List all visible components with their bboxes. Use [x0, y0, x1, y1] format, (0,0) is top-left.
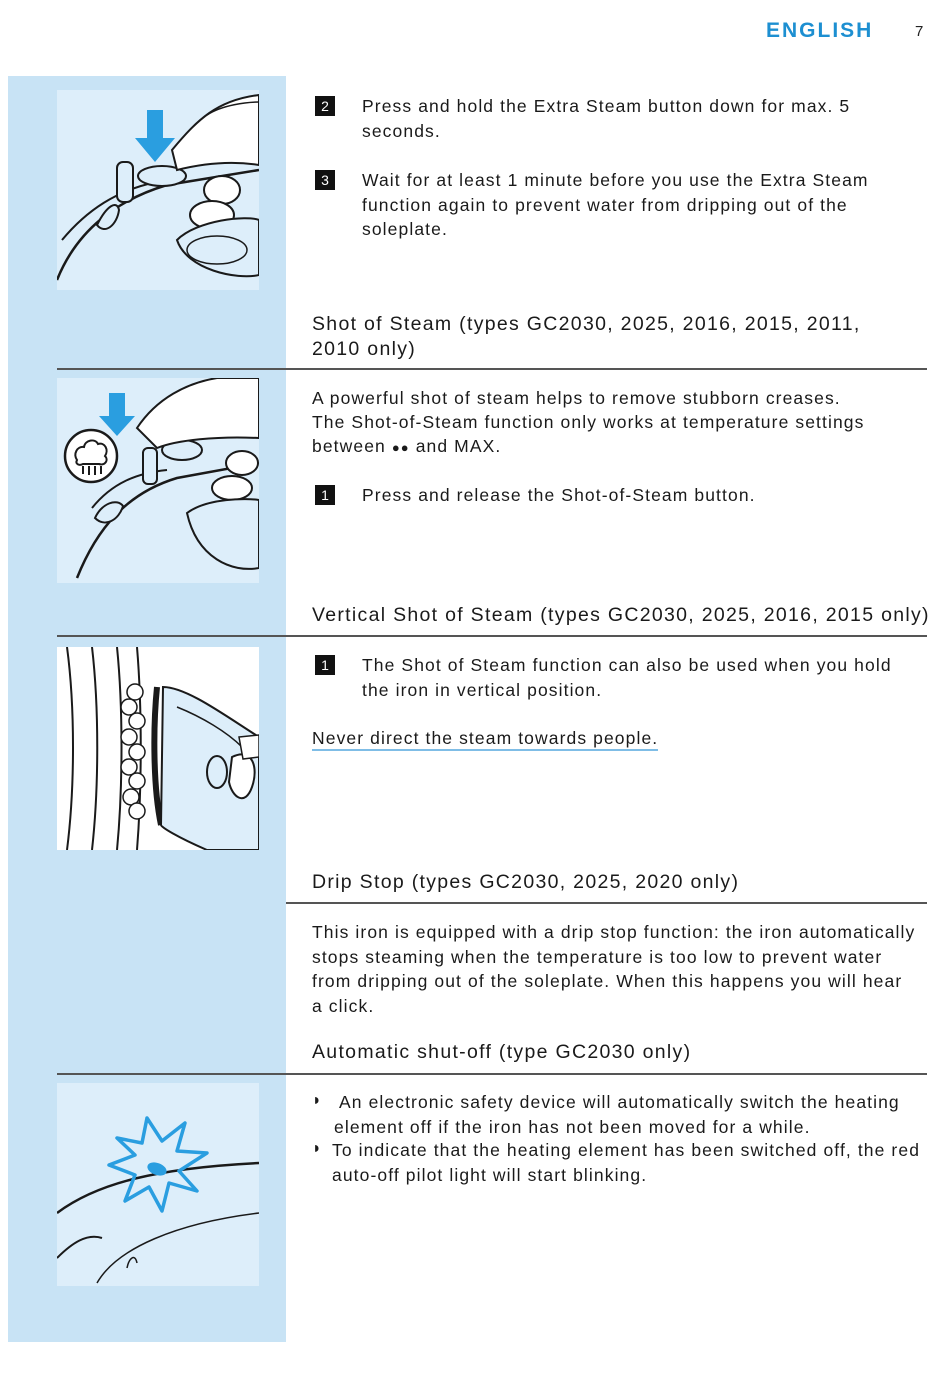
- triangle-bullet-icon: ◗: [312, 1140, 322, 1157]
- intro-line: The Shot-of-Steam function only works at temperature settings: [312, 412, 865, 432]
- blinking-light-icon: [109, 1118, 207, 1211]
- warning-underlined: Never direct the steam towards people.: [312, 728, 658, 751]
- bullet-text: To indicate that the heating element has been switched off, the red auto-off pilot light will start blinking.: [332, 1140, 921, 1185]
- temperature-dots: ●●: [391, 440, 410, 455]
- steam-cloud-icon: [65, 430, 117, 482]
- down-arrow-icon: [99, 393, 135, 436]
- iron-button-press-image: [57, 90, 259, 290]
- warning-text: [312, 726, 658, 751]
- section-divider: [57, 368, 927, 370]
- iron-vertical-image: [57, 647, 259, 850]
- shot-of-steam-illustration: [57, 378, 259, 583]
- language-label: ENGLISH: [766, 19, 874, 42]
- section-heading: Automatic shut-off (type GC2030 only): [312, 1041, 692, 1063]
- bullet-text: An electronic safety device will automatically switch the heating element off if the iron has not been moved for a while.: [334, 1092, 900, 1137]
- vertical-shot-illustration: [57, 647, 259, 850]
- section-divider: [286, 902, 927, 904]
- section-heading: Vertical Shot of Steam (types GC2030, 2025, 2016, 2015 only): [312, 604, 930, 626]
- step-text: The Shot of Steam function can also be used when you hold the iron in vertical position.: [362, 655, 892, 700]
- intro-suffix: and MAX.: [415, 436, 502, 456]
- iron-shot-steam-image: [57, 378, 259, 583]
- section-divider: [57, 635, 927, 637]
- step-number: 2: [315, 96, 335, 116]
- step-number: 1: [315, 655, 335, 675]
- step-number: 1: [315, 485, 335, 505]
- step-number: 3: [315, 170, 335, 190]
- auto-shutoff-illustration: [57, 1083, 259, 1286]
- intro-prefix: between: [312, 436, 386, 456]
- paragraph-text: This iron is equipped with a drip stop function: the iron automatically stops steaming when the temperature is too low to prevent water from dripping out of the soleplate. When this happens you will hear a click.: [312, 922, 916, 1016]
- down-arrow-icon: [135, 110, 175, 162]
- page-number: 7: [915, 23, 924, 40]
- triangle-bullet-icon: ◗: [312, 1092, 322, 1109]
- step-text: Press and release the Shot-of-Steam button.: [362, 485, 756, 505]
- intro-line: [312, 434, 912, 461]
- intro-line: A powerful shot of steam helps to remove stubborn creases.: [312, 388, 841, 408]
- step-text: Press and hold the Extra Steam button down for max. 5 seconds.: [362, 96, 851, 141]
- step-text: Wait for at least 1 minute before you use the Extra Steam function again to prevent water from dripping out of the soleplate.: [362, 170, 869, 239]
- iron-pilot-light-image: [57, 1083, 259, 1286]
- section-heading: Shot of Steam (types GC2030, 2025, 2016, 2015, 2011, 2010 only): [312, 313, 861, 360]
- section-heading: Drip Stop (types GC2030, 2025, 2020 only): [312, 871, 740, 893]
- section-divider: [57, 1073, 927, 1075]
- extra-steam-illustration: [57, 90, 259, 290]
